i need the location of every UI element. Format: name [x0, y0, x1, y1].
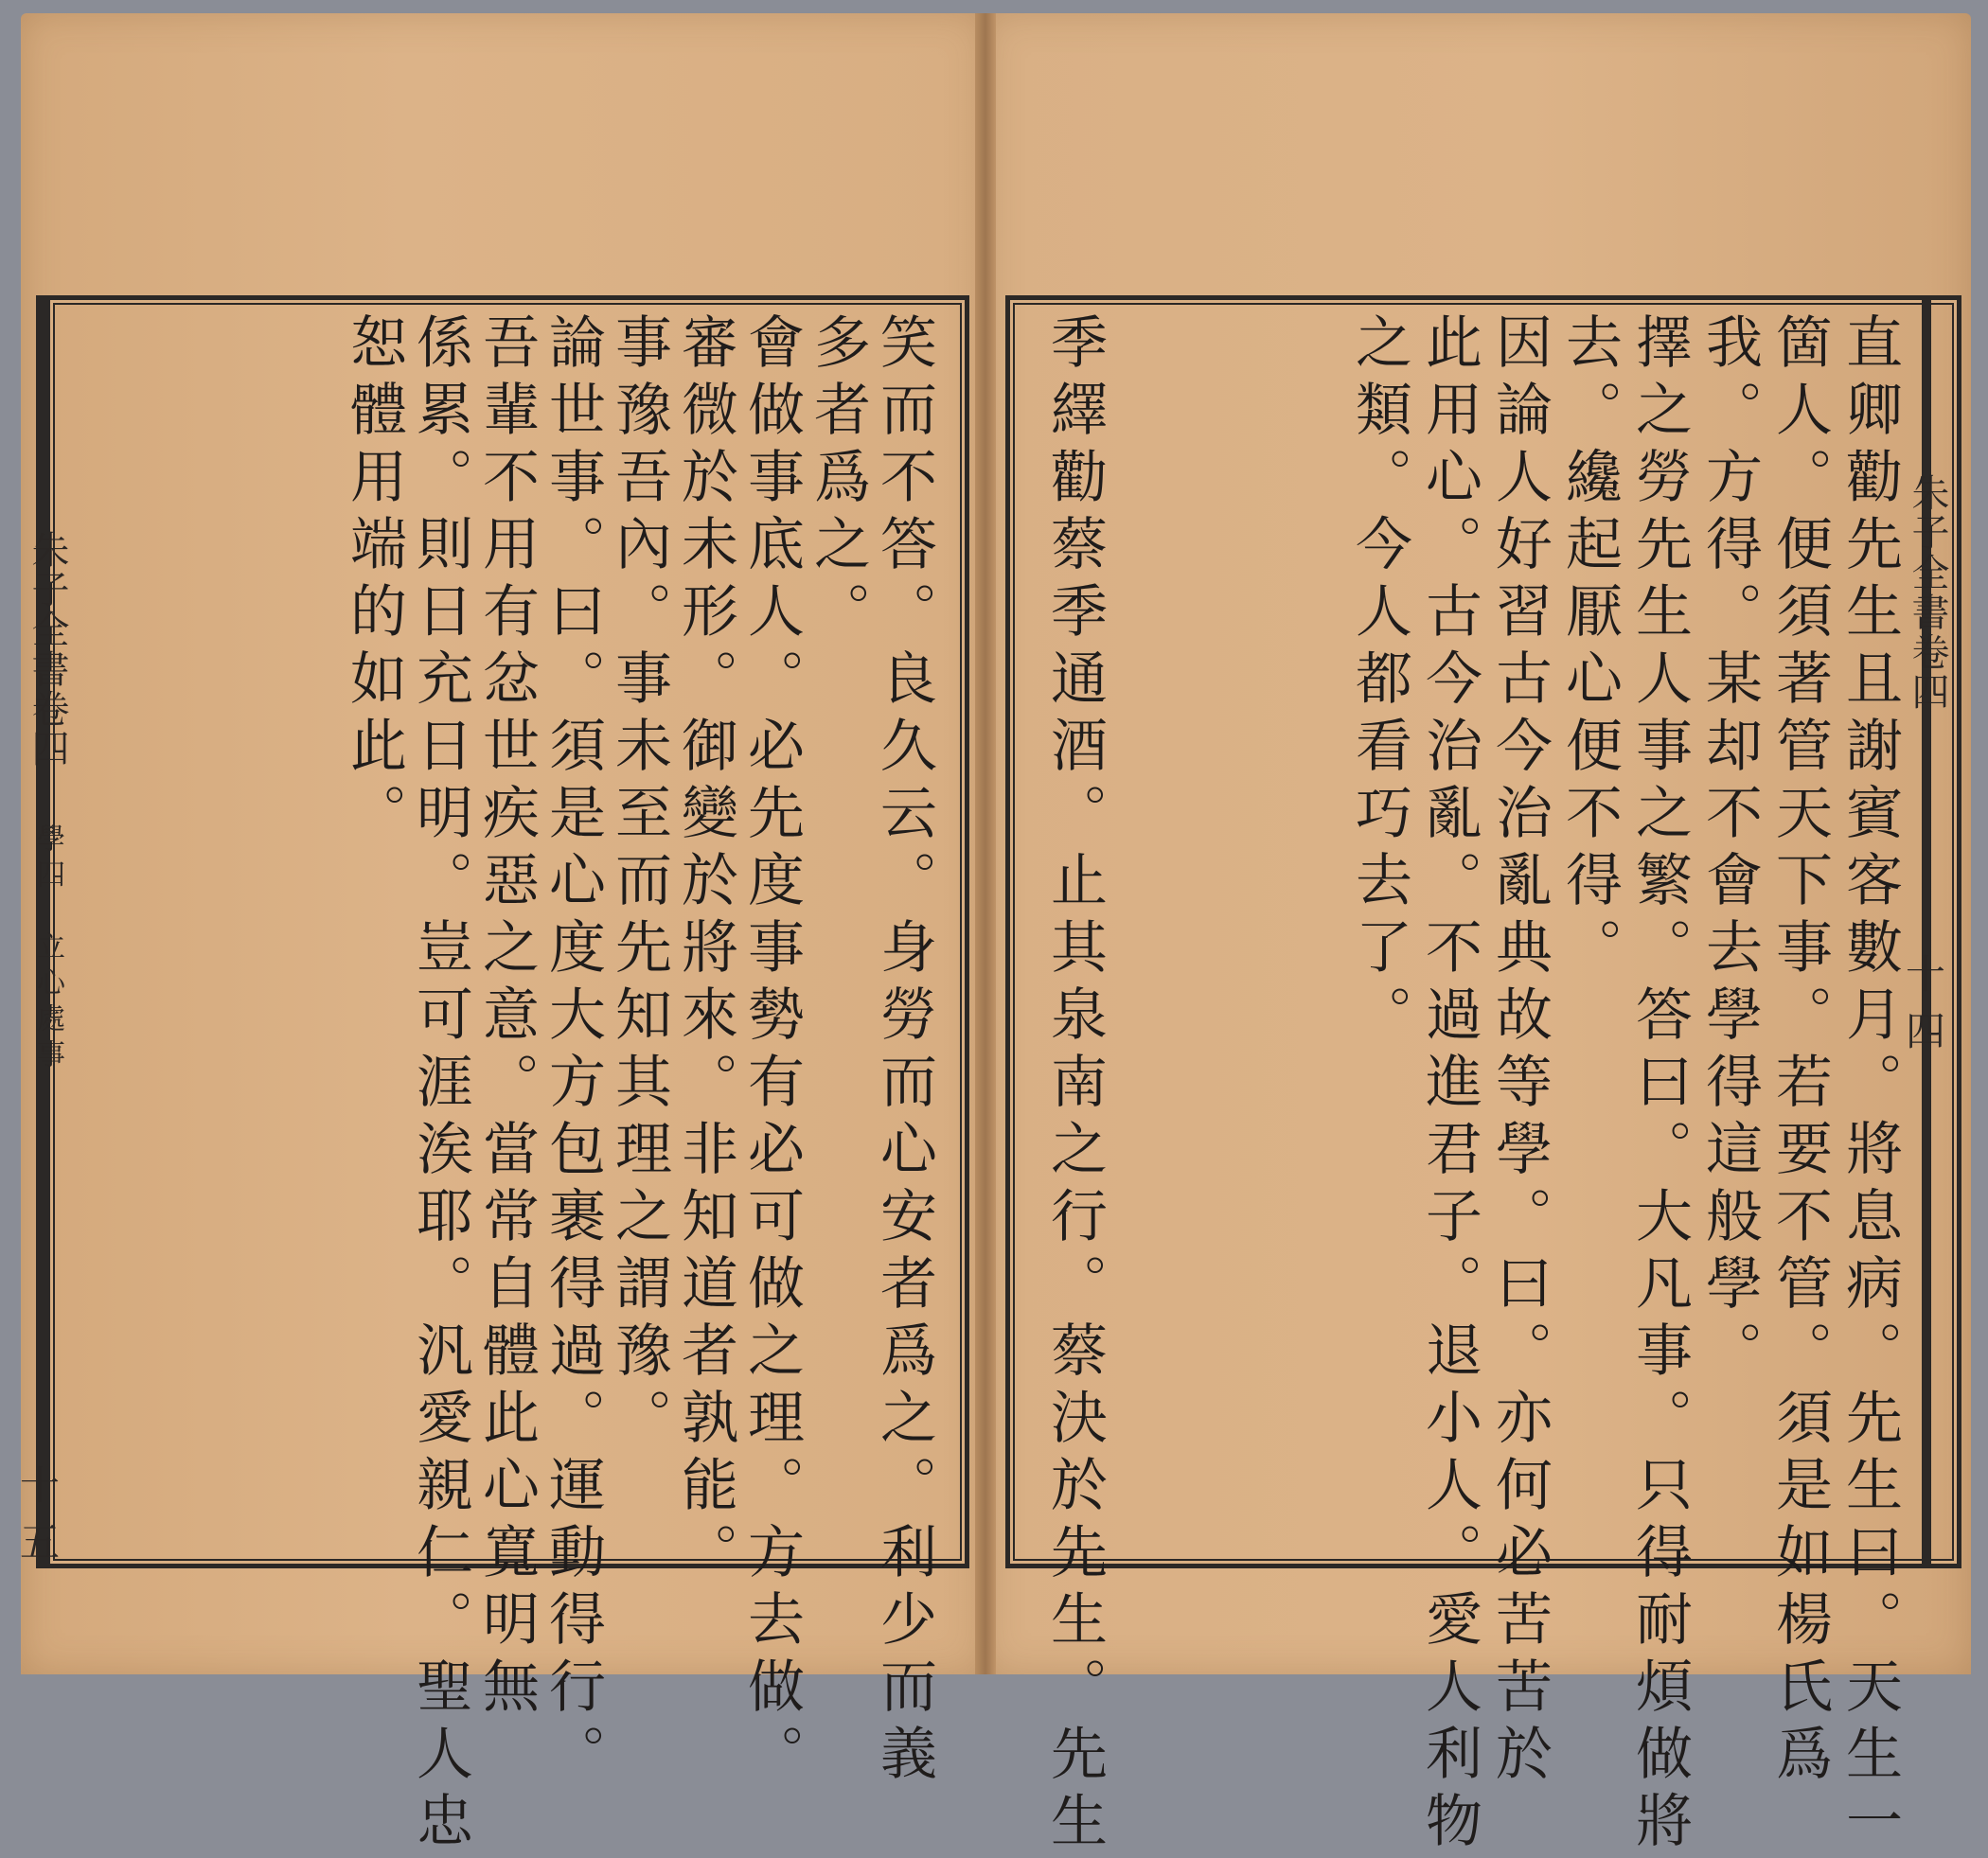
right-text-column: 箇人。便須著管天下事。若要不管。須是如楊氏爲: [1766, 312, 1833, 1791]
left-text-column: 會做事底人。必先度事勢有必可做之理。方去做。: [738, 312, 805, 1791]
right-text-column: 直卿勸先生且謝賓客數月。將息病。先生曰。天生一: [1837, 312, 1903, 1858]
right-text-column: 我。方得。某却不會去學得這般學。: [1696, 312, 1763, 1388]
right-text-column: 擇之勞先生人事之繁。答曰。大凡事。只得耐煩做將: [1626, 312, 1693, 1858]
left-text-column: 事豫吾內。事未至而先知其理之謂豫。: [606, 312, 672, 1455]
left-text-column: 論世事。曰。須是心度大方包裹得過。運動得行。: [540, 312, 606, 1791]
left-text-column: 吾輩不用有忿世疾惡之意。當常自體此心寬明無: [473, 312, 540, 1724]
right-text-column: 此用心。古今治亂。不過進君子。退小人。愛人利物: [1416, 312, 1482, 1858]
left-margin-section: 學四 立心處事: [31, 823, 64, 1075]
right-margin-title: 朱子全書卷四: [1906, 473, 1949, 712]
left-margin-folio: 十五: [19, 1462, 60, 1566]
right-margin-folio: 十四: [1905, 951, 1945, 1054]
book-gutter: [975, 13, 996, 1674]
left-text-column: 恕體用端的如此。: [341, 312, 407, 850]
left-text-column: 審微於未形。御變於將來。非知道者孰能。: [672, 312, 738, 1589]
left-text-column: 多者爲之。: [805, 312, 871, 648]
left-text-column: 係累。則日充日明。豈可涯涘耶。汎愛親仁。聖人忠: [407, 312, 473, 1858]
right-text-column: 因論人好習古今治亂典故等學。曰。亦何必苦苦於: [1486, 312, 1553, 1791]
right-text-column: 去。纔起厭心便不得。: [1556, 312, 1623, 984]
right-text-column: 之類。今人都看巧去了。: [1346, 312, 1412, 1052]
left-margin-title: 朱子全書卷四: [26, 530, 69, 769]
right-text-column: 季繹勸蔡季通酒。止其泉南之行。蔡決於先生。先生: [1041, 312, 1108, 1858]
left-text-column: 笑而不答。良久云。身勞而心安者爲之。利少而義: [871, 312, 937, 1791]
